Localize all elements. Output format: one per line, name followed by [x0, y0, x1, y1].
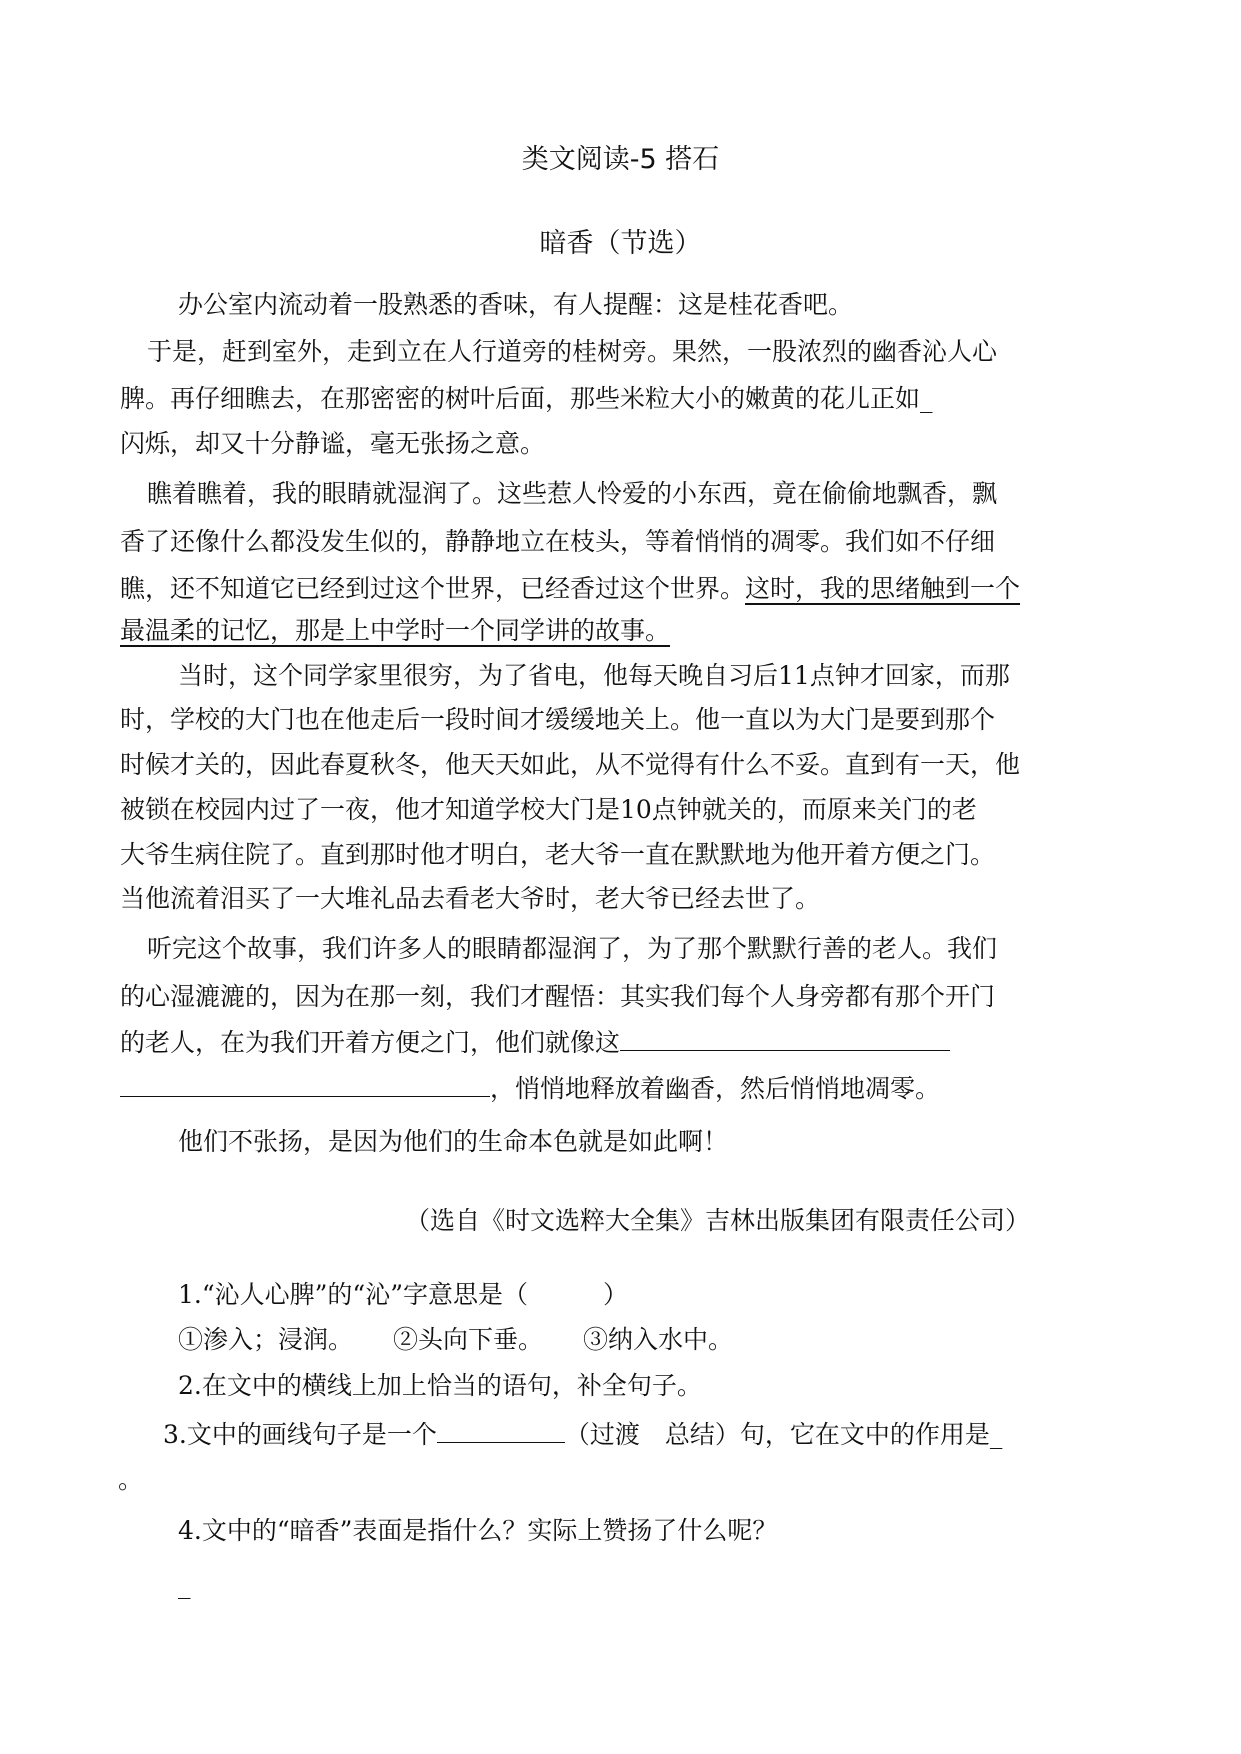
- paragraph-line: 的心湿漉漉的，因为在那一刻，我们才醒悟：其实我们每个人身旁都有那个开门: [120, 982, 996, 1011]
- paragraph-line: 香了还像什么都没发生似的，静静地立在枝头，等着悄悄的凋零。我们如不仔细: [120, 527, 996, 556]
- paragraph-line: [120, 1072, 940, 1104]
- paragraph-line: [120, 574, 1020, 604]
- text: （过渡 总结）句，它在文中的作用是_: [564, 1420, 1003, 1449]
- paragraph-line: 办公室内流动着一股熟悉的香味，有人提醒：这是桂花香吧。: [178, 290, 854, 319]
- paragraph-line: 闪烁，却又十分静谧，毫无张扬之意。: [120, 429, 546, 458]
- paragraph-line: 大爷生病住院了。直到那时他才明白，老大爷一直在默默地为他开着方便之门。: [120, 840, 996, 869]
- option-3: ③纳入水中。: [583, 1325, 734, 1354]
- fill-blank[interactable]: [620, 1026, 950, 1051]
- text: 3.文中的画线句子是一个: [163, 1420, 437, 1449]
- paragraph-line: 被锁在校园内过了一夜，他才知道学校大门是10点钟就关的，而原来关门的老: [120, 795, 977, 824]
- question-1-options: [178, 1325, 733, 1355]
- question-3: [163, 1418, 1002, 1450]
- paragraph-line: 于是，赶到室外，走到立在人行道旁的桂树旁。果然，一股浓烈的幽香沁人心: [147, 337, 998, 366]
- text: 瞧，还不知道它已经到过这个世界，已经香过这个世界。: [120, 574, 746, 603]
- document-title: 类文阅读-5 搭石: [521, 144, 720, 175]
- question-1: 1.“沁人心脾”的“沁”字意思是（ ）: [178, 1280, 628, 1309]
- paragraph-line: 他们不张扬，是因为他们的生命本色就是如此啊！: [178, 1127, 729, 1156]
- text: ，悄悄地释放着幽香，然后悄悄地凋零。: [490, 1074, 941, 1103]
- paragraph-line: 当他流着泪买了一大堆礼品去看老大爷时，老大爷已经去世了。: [120, 884, 821, 913]
- question-2: 2.在文中的横线上加上恰当的语句，补全句子。: [178, 1371, 702, 1400]
- paragraph-line: 听完这个故事，我们许多人的眼睛都湿润了，为了那个默默行善的老人。我们: [147, 934, 998, 963]
- paragraph-line: 时，学校的大门也在他走后一段时间才缓缓地关上。他一直以为大门是要到那个: [120, 705, 996, 734]
- answer-line[interactable]: _: [178, 1570, 191, 1599]
- source-citation: （选自《时文选粹大全集》吉林出版集团有限责任公司）: [405, 1206, 1031, 1235]
- paragraph-line: 瞧着瞧着，我的眼睛就湿润了。这些惹人怜爱的小东西，竟在偷偷地飘香，飘: [147, 479, 998, 508]
- question-4: 4.文中的“暗香”表面是指什么？实际上赞扬了什么呢？: [178, 1516, 778, 1545]
- paragraph-line: [120, 1026, 950, 1058]
- paragraph-line: 当时，这个同学家里很穷，为了省电，他每天晚自习后11点钟才回家，而那: [178, 661, 1010, 690]
- passage-title: 暗香（节选）: [539, 228, 702, 259]
- underlined-sentence: 这时，我的思绪触到一个: [745, 574, 1021, 603]
- option-2: ②头向下垂。: [393, 1325, 544, 1354]
- underlined-sentence: 最温柔的记忆，那是上中学时一个同学讲的故事。: [120, 616, 671, 645]
- fill-blank[interactable]: [437, 1418, 565, 1443]
- option-1: ①渗入；浸润。: [178, 1325, 354, 1354]
- question-3-end: 。: [118, 1465, 144, 1494]
- paragraph-line: 脾。再仔细瞧去，在那密密的树叶后面，那些米粒大小的嫩黄的花儿正如_: [120, 384, 933, 413]
- fill-blank[interactable]: [120, 1072, 490, 1097]
- text: 的老人，在为我们开着方便之门，他们就像这: [120, 1028, 621, 1057]
- paragraph-line: 时候才关的，因此春夏秋冬，他天天如此，从不觉得有什么不妥。直到有一天，他: [120, 750, 1021, 779]
